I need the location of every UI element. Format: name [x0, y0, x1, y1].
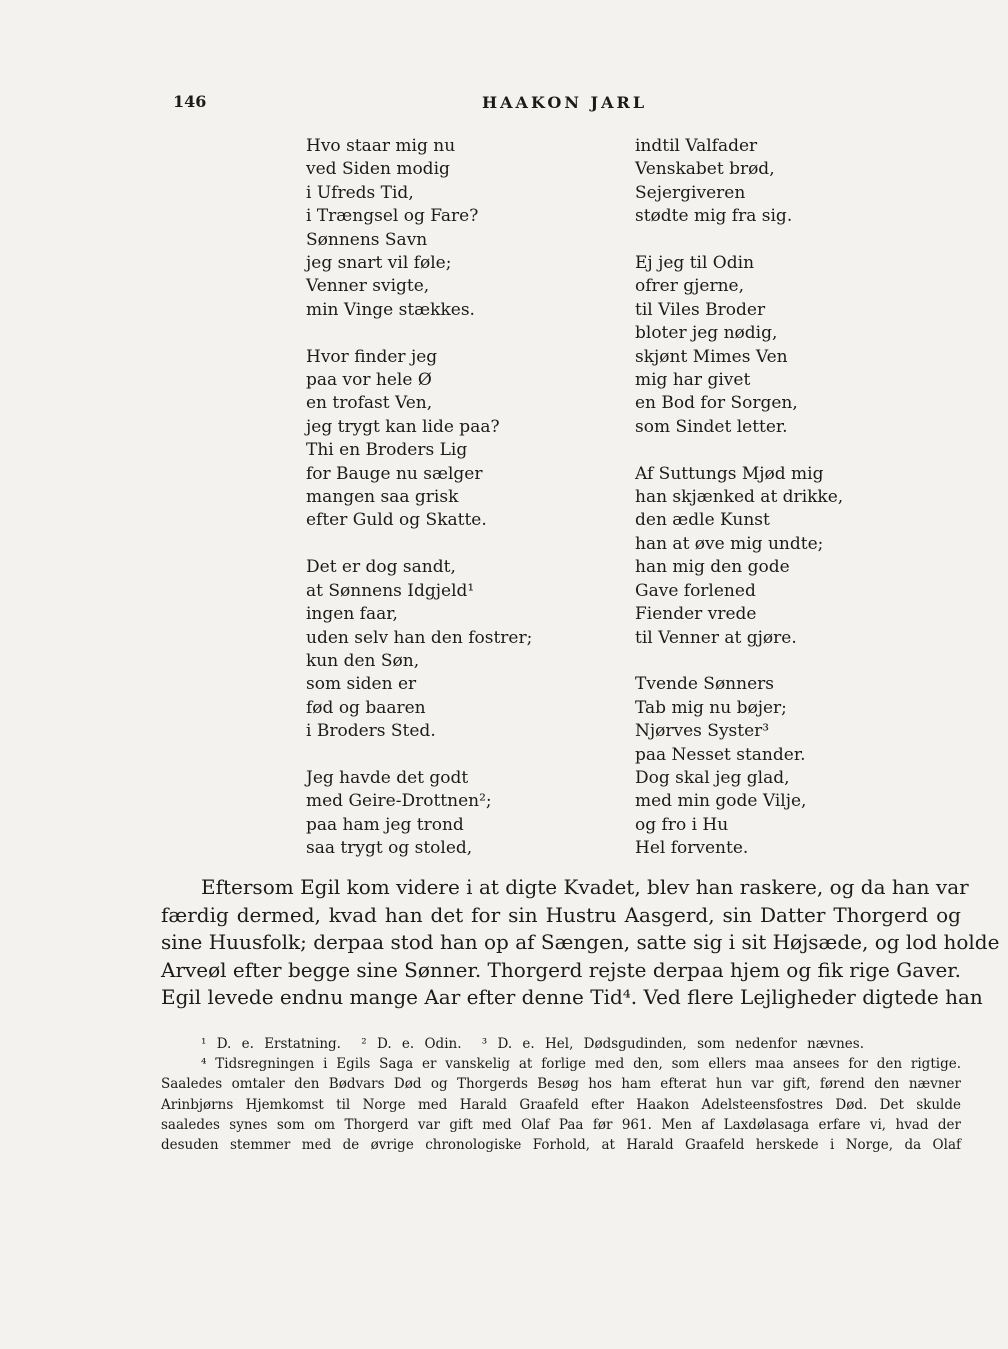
footnote-1: ¹ D. e. Erstatning.	[201, 1036, 341, 1052]
poem-line: Jeg havde det godt	[306, 767, 469, 788]
prose-line: Egil levede endnu mange Aar efter denne Tid⁴. Ved flere Lejligheder digtede han	[161, 985, 983, 1010]
prose-paragraph	[161, 874, 1000, 1012]
prose-line: færdig dermed, kvad han det for sin Hustru Aasgerd, sin Datter Thorgerd og	[161, 902, 961, 927]
poem-line: Hel forvente.	[635, 838, 749, 859]
poem-line: Njørves Syster³	[635, 721, 770, 742]
running-head: HAAKON JARL	[482, 93, 648, 112]
poem-line: Gave forlened	[635, 580, 756, 601]
poem-line: Sejergiveren	[635, 182, 746, 203]
poem-stanza	[306, 556, 596, 743]
footnote-4-line: desuden stemmer med de øvrige chronologiske Forhold, at Harald Graafeld herskede i Norge, da Olaf	[161, 1137, 961, 1154]
poem-line: Hvo staar mig nu	[306, 136, 456, 156]
poem-line: Det er dog sandt,	[306, 557, 456, 578]
poem-line: bloter jeg nødig,	[635, 323, 778, 344]
poem-line: en trofast Ven,	[306, 393, 433, 414]
poem-line: Sønnens Savn	[306, 229, 428, 250]
poem-line: stødte mig fra sig.	[635, 206, 793, 227]
poem-line: som siden er	[306, 674, 417, 695]
poem-line: Venskabet brød,	[635, 159, 775, 180]
poem-line: en Bod for Sorgen,	[635, 393, 798, 414]
poem-line: kun den Søn,	[306, 650, 420, 671]
poem-line: i Ufreds Tid,	[306, 182, 414, 203]
poem-stanza	[635, 463, 935, 650]
poem-line: paa Nesset stander.	[635, 744, 806, 765]
poem-stanza	[635, 252, 935, 439]
poem-stanza	[306, 346, 596, 533]
poem-line: fød og baaren	[306, 697, 426, 718]
poem-line: til Viles Broder	[635, 299, 766, 320]
poem-line: Af Suttungs Mjød mig	[635, 463, 824, 484]
poem-stanza	[306, 135, 596, 322]
poem-line: for Bauge nu sælger	[306, 463, 483, 484]
poem-line: Tab mig nu bøjer;	[635, 697, 787, 718]
poem-line: Thi en Broders Lig	[306, 440, 468, 461]
poem-line: i Broders Sted.	[306, 721, 436, 742]
poem-line: mangen saa grisk	[306, 487, 459, 508]
poem-line: ingen faar,	[306, 604, 398, 625]
poem-line: ofrer gjerne,	[635, 276, 744, 297]
poem-line: efter Guld og Skatte.	[306, 510, 487, 531]
footnote-4-line: ⁴ Tidsregningen i Egils Saga er vanskelig at forlige med den, som ellers maa ansees for den rigtige.	[201, 1056, 961, 1073]
poem-line: Venner svigte,	[306, 276, 430, 297]
poem-line: til Venner at gjøre.	[635, 627, 797, 648]
poem-line: min Vinge stækkes.	[306, 299, 475, 320]
poem-line: uden selv han den fostrer;	[306, 627, 533, 648]
poem-line: jeg snart vil føle;	[306, 253, 452, 274]
poem-line: Tvende Sønners	[635, 674, 774, 695]
footnote-4-line: Arinbjørns Hjemkomst til Norge med Harald Graafeld efter Haakon Adelsteensfostres Død. Det skulde	[161, 1096, 961, 1113]
poem-stanza	[306, 767, 596, 861]
poem-line: han skjænked at drikke,	[635, 487, 844, 508]
poem-line: jeg trygt kan lide paa?	[306, 416, 500, 437]
poem-line: i Trængsel og Fare?	[306, 206, 479, 227]
prose-line: sine Huusfolk; derpaa stod han op af Sængen, satte sig i sit Højsæde, og lod holde	[161, 930, 1000, 955]
footnote-short-row	[161, 1034, 961, 1054]
poem-line: at Sønnens Idgjeld¹	[306, 580, 475, 601]
footnote-2: ² D. e. Odin.	[361, 1036, 462, 1052]
poem-line: og fro i Hu	[635, 814, 729, 835]
footnotes	[161, 1034, 961, 1155]
poem-line: den ædle Kunst	[635, 510, 770, 531]
poem-line: han mig den gode	[635, 557, 790, 578]
poem-line: han at øve mig undte;	[635, 533, 824, 554]
poem-line: mig har givet	[635, 370, 751, 391]
footnote-4-line: Saaledes omtaler den Bødvars Død og Thorgerds Besøg hos ham efterat hun var gift, førend den nævner	[161, 1076, 961, 1093]
poem-left-column	[306, 135, 596, 884]
poem-line: paa vor hele Ø	[306, 370, 432, 391]
poem-stanza	[635, 135, 935, 229]
poem-line: saa trygt og stoled,	[306, 838, 473, 859]
poem-line: som Sindet letter.	[635, 416, 788, 437]
poem-line: skjønt Mimes Ven	[635, 346, 788, 367]
poem-line: Ej jeg til Odin	[635, 253, 755, 274]
prose-line: Arveøl efter begge sine Sønner. Thorgerd rejste derpaa hjem og fik rige Gaver.	[161, 957, 961, 982]
footnote-4-line: saaledes synes som om Thorgerd var gift med Olaf Paa før 961. Men af Laxdølasaga erfare vi, hvad der	[161, 1116, 961, 1133]
poem-line: med Geire-Drottnen²;	[306, 791, 492, 812]
poem-line: indtil Valfader	[635, 136, 758, 156]
poem-line: med min gode Vilje,	[635, 791, 807, 812]
poem-line: Hvor finder jeg	[306, 346, 438, 367]
page-number: 146	[173, 92, 207, 111]
poem-right-column	[635, 135, 935, 884]
prose-line: Eftersom Egil kom videre i at digte Kvadet, blev han raskere, og da han var	[201, 875, 969, 899]
poem-stanza	[635, 673, 935, 860]
poem-line: Fiender vrede	[635, 604, 757, 625]
poem-line: paa ham jeg trond	[306, 814, 464, 835]
poem-line: ved Siden modig	[306, 159, 450, 180]
footnote-3: ³ D. e. Hel, Dødsgudinden, som nedenfor nævnes.	[481, 1036, 865, 1052]
poem-line: Dog skal jeg glad,	[635, 767, 790, 788]
